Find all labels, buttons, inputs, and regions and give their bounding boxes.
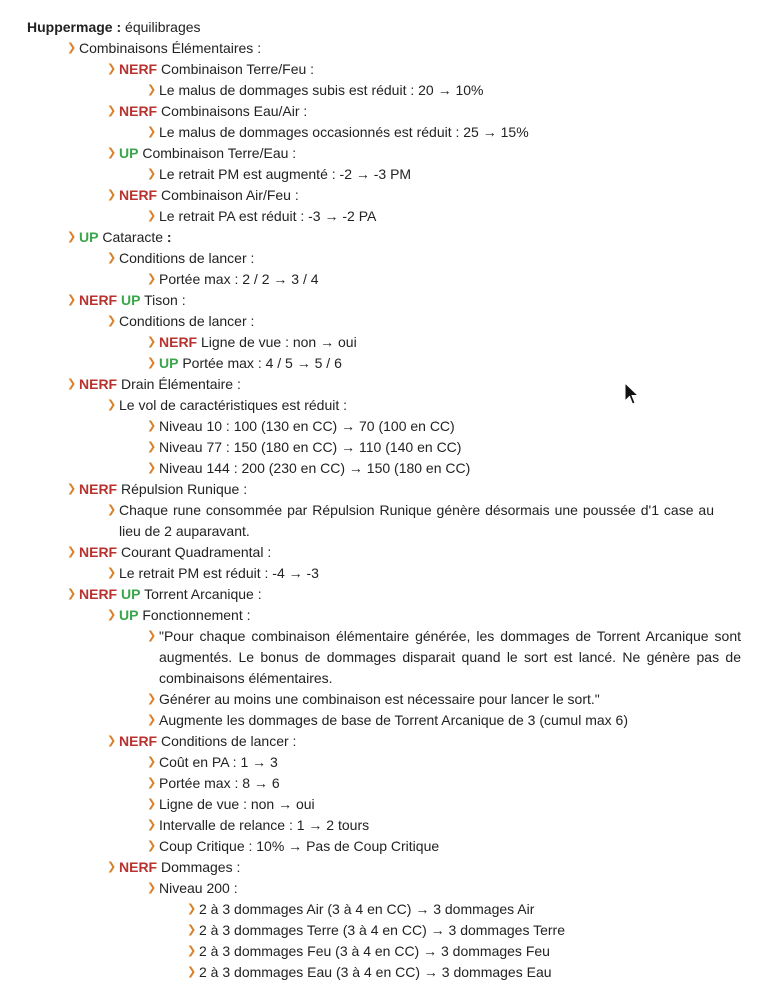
chevron-right-icon: ❯ (107, 399, 117, 411)
chevron-right-icon: ❯ (67, 231, 77, 243)
list-item: ❯ NERF Dommages : (27, 857, 757, 878)
list-item: ❯ Niveau 200 : (27, 878, 757, 899)
list-item: ❯ Le retrait PA est réduit : -3 → -2 PA (27, 206, 757, 227)
chevron-right-icon: ❯ (107, 567, 117, 579)
list-item: ❯ Portée max : 8 → 6 (27, 773, 757, 794)
chevron-right-icon: ❯ (147, 462, 157, 474)
list-item: ❯ NERF Combinaison Air/Feu : (27, 185, 757, 206)
list-item: ❯ Niveau 77 : 150 (180 en CC) → 110 (140 en CC) (27, 437, 757, 458)
nerf-tag: NERF (119, 733, 158, 749)
chevron-right-icon: ❯ (187, 924, 197, 936)
nerf-tag: NERF (79, 292, 118, 308)
chevron-right-icon: ❯ (67, 378, 77, 390)
section-tison: ❯ NERF UP Tison : (27, 290, 757, 311)
chevron-right-icon: ❯ (107, 252, 117, 264)
list-item: ❯ Portée max : 2 / 2 → 3 / 4 (27, 269, 757, 290)
nerf-tag: NERF (159, 334, 198, 350)
section-courant: ❯ NERF Courant Quadramental : (27, 542, 757, 563)
chevron-right-icon: ❯ (107, 504, 117, 516)
nerf-tag: NERF (119, 187, 158, 203)
chevron-right-icon: ❯ (67, 483, 77, 495)
chevron-right-icon: ❯ (147, 630, 157, 642)
list-item: ❯ NERF Combinaison Terre/Feu : (27, 59, 757, 80)
section-cataracte: ❯ UP Cataracte : (27, 227, 757, 248)
list-item: ❯ Intervalle de relance : 1 → 2 tours (27, 815, 757, 836)
chevron-right-icon: ❯ (107, 609, 117, 621)
chevron-right-icon: ❯ (147, 84, 157, 96)
up-tag: UP (79, 229, 99, 245)
list-item: ❯ 2 à 3 dommages Eau (3 à 4 en CC) → 3 dommages Eau (27, 962, 757, 983)
section-repulsion: ❯ NERF Répulsion Runique : (27, 479, 757, 500)
chevron-right-icon: ❯ (187, 945, 197, 957)
list-item: ❯ NERF Ligne de vue : non → oui (27, 332, 757, 353)
chevron-right-icon: ❯ (147, 420, 157, 432)
chevron-right-icon: ❯ (147, 756, 157, 768)
list-item: ❯ Conditions de lancer : (27, 248, 757, 269)
chevron-right-icon: ❯ (147, 336, 157, 348)
chevron-right-icon: ❯ (107, 315, 117, 327)
title-subtitle: équilibrages (125, 19, 201, 35)
list-item: ❯ Ligne de vue : non → oui (27, 794, 757, 815)
chevron-right-icon: ❯ (147, 777, 157, 789)
section-torrent: ❯ NERF UP Torrent Arcanique : (27, 584, 757, 605)
chevron-right-icon: ❯ (67, 546, 77, 558)
list-item: ❯ Le vol de caractéristiques est réduit : (27, 395, 757, 416)
title-separator: : (112, 19, 126, 35)
list-item: ❯ Augmente les dommages de base de Torrent Arcanique de 3 (cumul max 6) (27, 710, 757, 731)
chevron-right-icon: ❯ (147, 714, 157, 726)
list-item: ❯ UP Portée max : 4 / 5 → 5 / 6 (27, 353, 757, 374)
chevron-right-icon: ❯ (187, 903, 197, 915)
chevron-right-icon: ❯ (147, 210, 157, 222)
list-item: ❯ 2 à 3 dommages Feu (3 à 4 en CC) → 3 dommages Feu (27, 941, 757, 962)
list-item: ❯ Le malus de dommages occasionnés est réduit : 25 → 15% (27, 122, 757, 143)
nerf-tag: NERF (79, 481, 118, 497)
chevron-right-icon: ❯ (107, 105, 117, 117)
up-tag: UP (121, 292, 141, 308)
chevron-right-icon: ❯ (107, 735, 117, 747)
nerf-tag: NERF (119, 61, 158, 77)
up-tag: UP (121, 586, 141, 602)
list-item: ❯ Le retrait PM est augmenté : -2 → -3 PM (27, 164, 757, 185)
nerf-tag: NERF (79, 586, 118, 602)
chevron-right-icon: ❯ (107, 189, 117, 201)
changelog-list (27, 38, 757, 983)
up-tag: UP (119, 607, 139, 623)
nerf-tag: NERF (79, 544, 118, 560)
chevron-right-icon: ❯ (147, 126, 157, 138)
list-item: ❯ Chaque rune consommée par Répulsion Runique génère désormais une poussée d'1 case au lieu de 2 auparavant. (107, 502, 714, 539)
section-combinaisons: ❯ Combinaisons Élémentaires : (27, 38, 757, 59)
section-drain: ❯ NERF Drain Élémentaire : (27, 374, 757, 395)
list-item: ❯ "Pour chaque combinaison élémentaire générée, les dommages de Torrent Arcanique sont augmentés. Le bonus de dommages disparait quand le sort est lancé. Ne génère pas de combinaisons élémentaires. (147, 628, 741, 686)
chevron-right-icon: ❯ (67, 42, 77, 54)
list-item: ❯ Conditions de lancer : (27, 311, 757, 332)
nerf-tag: NERF (79, 376, 118, 392)
nerf-tag: NERF (119, 859, 158, 875)
nerf-tag: NERF (119, 103, 158, 119)
list-item: ❯ 2 à 3 dommages Air (3 à 4 en CC) → 3 dommages Air (27, 899, 757, 920)
list-item: ❯ Le retrait PM est réduit : -4 → -3 (27, 563, 757, 584)
chevron-right-icon: ❯ (107, 147, 117, 159)
chevron-right-icon: ❯ (147, 441, 157, 453)
list-item: ❯ 2 à 3 dommages Terre (3 à 4 en CC) → 3 dommages Terre (27, 920, 757, 941)
page-title (27, 17, 757, 38)
chevron-right-icon: ❯ (187, 966, 197, 978)
list-item: ❯ NERF Combinaisons Eau/Air : (27, 101, 757, 122)
list-item: ❯ NERF Conditions de lancer : (27, 731, 757, 752)
list-item: ❯ UP Combinaison Terre/Eau : (27, 143, 757, 164)
list-item: ❯ Coup Critique : 10% → Pas de Coup Critique (27, 836, 757, 857)
chevron-right-icon: ❯ (107, 861, 117, 873)
chevron-right-icon: ❯ (147, 882, 157, 894)
list-item: ❯ Générer au moins une combinaison est nécessaire pour lancer le sort." (27, 689, 757, 710)
chevron-right-icon: ❯ (147, 168, 157, 180)
list-item: ❯ Niveau 144 : 200 (230 en CC) → 150 (180 en CC) (27, 458, 757, 479)
chevron-right-icon: ❯ (67, 294, 77, 306)
class-name: Huppermage (27, 19, 113, 35)
chevron-right-icon: ❯ (147, 840, 157, 852)
chevron-right-icon: ❯ (147, 357, 157, 369)
chevron-right-icon: ❯ (147, 693, 157, 705)
up-tag: UP (119, 145, 139, 161)
chevron-right-icon: ❯ (147, 819, 157, 831)
chevron-right-icon: ❯ (147, 273, 157, 285)
up-tag: UP (159, 355, 179, 371)
list-item: ❯ Coût en PA : 1 → 3 (27, 752, 757, 773)
chevron-right-icon: ❯ (147, 798, 157, 810)
list-item: ❯ Niveau 10 : 100 (130 en CC) → 70 (100 en CC) (27, 416, 757, 437)
chevron-right-icon: ❯ (107, 63, 117, 75)
list-item: ❯ Le malus de dommages subis est réduit : 20 → 10% (27, 80, 757, 101)
list-item: ❯ UP Fonctionnement : (27, 605, 757, 626)
chevron-right-icon: ❯ (67, 588, 77, 600)
mouse-cursor-icon (624, 382, 640, 406)
